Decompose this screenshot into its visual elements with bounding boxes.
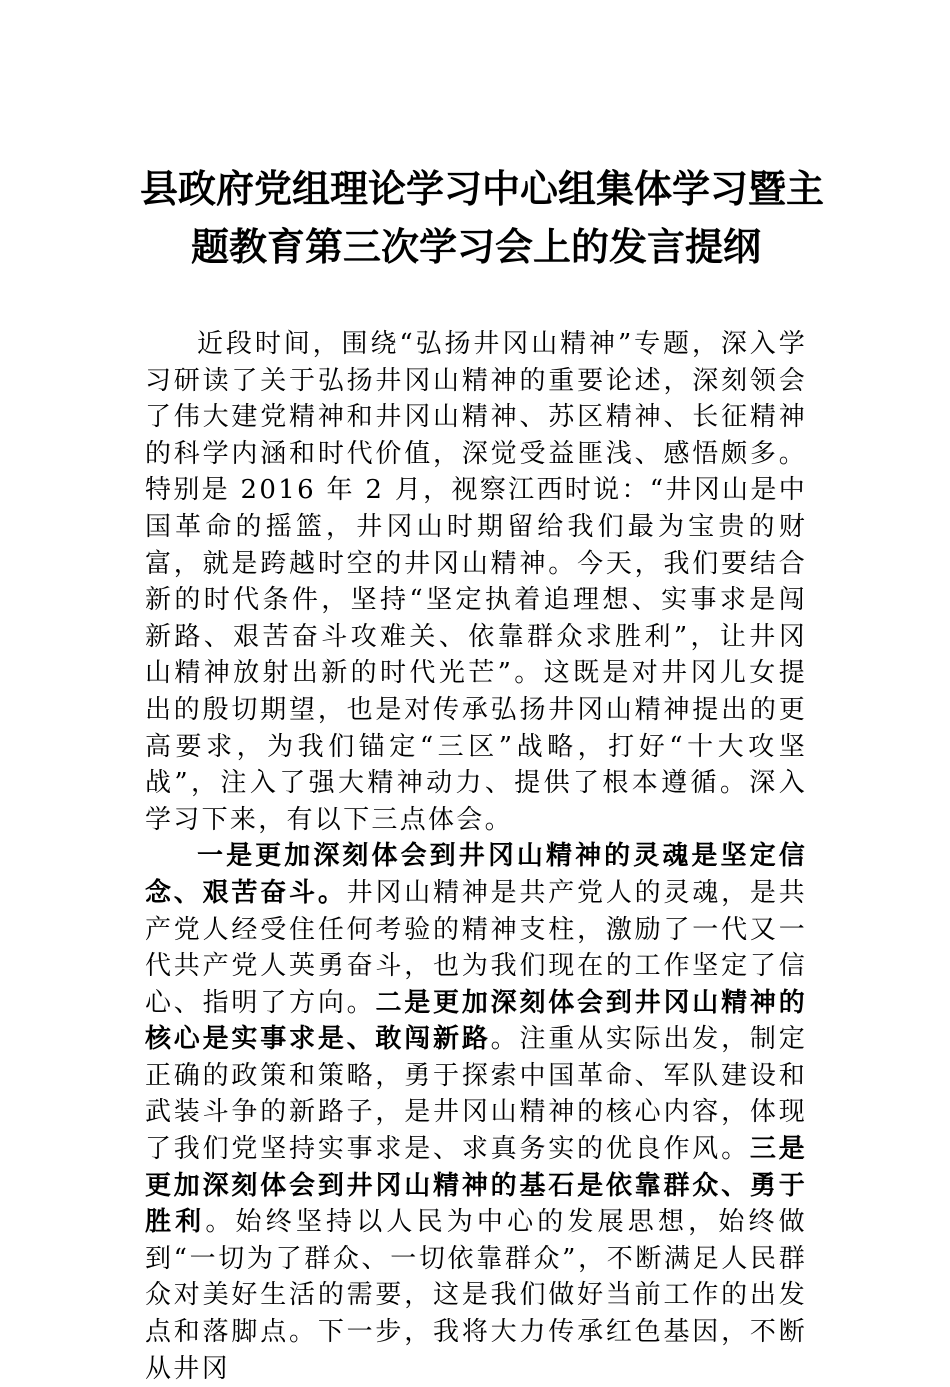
insight-3-heading: 三是更加深刻体会到井冈山精神的基石是依靠群众、勇于胜利 [145, 1134, 807, 1238]
insights-paragraph [145, 838, 807, 1387]
insight-1-text: 井冈山精神是共产党人的灵魂，是共产党人经受住任何考验的精神支柱，激励了一代又一代共产党人英勇奋斗，也为我们现在的工作坚定了信心、指明了方向。 [145, 877, 807, 1018]
insight-1-heading: 一是更加深刻体会到井冈山精神的灵魂是坚定信念、艰苦奋斗。 [145, 841, 807, 908]
insight-3-text: 。始终坚持以人民为中心的发展思想，始终做到“一切为了群众、一切依靠群众”，不断满足人民群众对美好生活的需要，这是我们做好当前工作的出发点和落脚点。下一步，我将大力传承红色基因，不断从井冈 [145, 1207, 807, 1384]
document-title [140, 160, 825, 276]
title-line-2: 题教育第三次学习会上的发言提纲 [190, 224, 761, 269]
intro-paragraph [145, 326, 807, 838]
intro-text: 近段时间，围绕“弘扬井冈山精神”专题，深入学习研读了关于弘扬井冈山精神的重要论述，深刻领会了伟大建党精神和井冈山精神、苏区精神、长征精神的科学内涵和时代价值，深觉受益匪浅、感悟颇多。特别是 2016 年 2 月，视察江西时说：“井冈山是中国革命的摇篮，井冈山时期留给我们最为宝贵的财富，就是跨越时空的井冈山精神。今天，我们要结合新的时代条件，坚持“坚定执着追理想、实事求是闯新路、艰苦奋斗攻难关、依靠群众求胜利”，让井冈山精神放射出新的时代光芒”。这既是对井冈儿女提出的殷切期望，也是对传承弘扬井冈山精神提出的更高要求，为我们锚定“三区”战略，打好“十大攻坚战”，注入了强大精神动力、提供了根本遵循。深入学习下来，有以下三点体会。 [145, 329, 807, 835]
insight-2-text: 。注重从实际出发，制定正确的政策和策略，勇于探索中国革命、军队建设和武装斗争的新路子，是井冈山精神的核心内容，体现了我们党坚持实事求是、求真务实的优良作风。 [145, 1024, 807, 1165]
title-line-1: 县政府党组理论学习中心组集体学习暨主 [140, 166, 825, 211]
insight-2-heading: 二是更加深刻体会到井冈山精神的核心是实事求是、敢闯新路 [145, 987, 807, 1055]
document-body [145, 326, 807, 1387]
